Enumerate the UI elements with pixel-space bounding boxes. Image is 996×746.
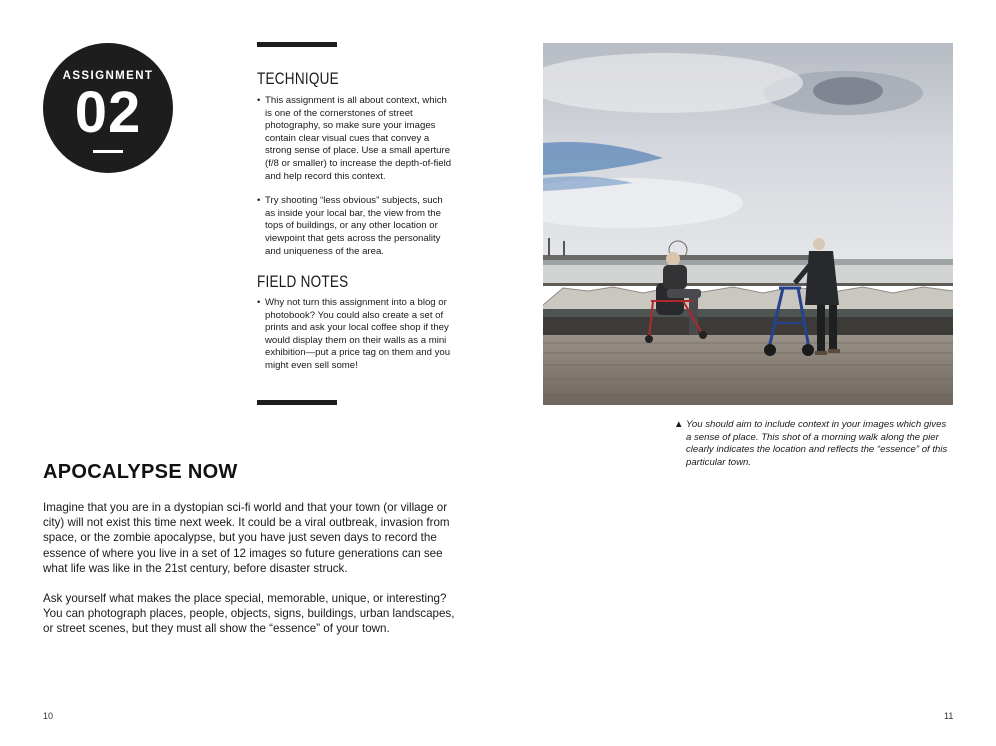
bullet-dot: • <box>257 195 261 207</box>
field-notes-bullet-1: Why not turn this assignment into a blog or photobook? You could also create a set of prints and ask your local coffee shop if they would display them on their walls as a mini exhibition—put a price tag on them and you might even sell some! <box>265 297 451 371</box>
page-number-right: 11 <box>944 711 954 721</box>
bottom-rule <box>257 400 337 405</box>
paragraph: Ask yourself what makes the place special, memorable, unique, or interesting? You can photograph places, people, objects, signs, buildings, urban landscapes, or street scenes, but they must all show the “essence” of your town. <box>43 592 455 636</box>
list-item <box>257 195 455 258</box>
technique-bullet-1: This assignment is all about context, which is one of the cornerstones of street photography, so make sure your images contain clear visual cues that convey a strong sense of place. Use a small aperture (f/8 or smaller) to increase the depth-of-field and help record this context. <box>265 95 452 182</box>
field-notes-heading: FIELD NOTES <box>257 273 349 291</box>
technique-list <box>257 95 455 270</box>
technique-bullet-2: Try shooting “less obvious” subjects, such as inside your local bar, the view from the tops of buildings, or any other location or viewpoint that gets across the personality and uniqueness of the area. <box>265 195 443 257</box>
paragraph: Imagine that you are in a dystopian sci-fi world and that your town (or village or city) will not exist this time next week. It could be a viral outbreak, invasion from space, or the zombie apocalypse, but you have just seven days to record the essence of where you live in a set of 12 images so future generations can see what life was like in the 21st century, before disaster struck. <box>43 501 450 575</box>
pier-photo <box>543 43 953 405</box>
list-item <box>257 95 455 183</box>
assignment-badge <box>43 43 173 173</box>
page-number-left: 10 <box>43 711 54 721</box>
caption-marker-icon: ▲ <box>674 419 684 430</box>
field-notes-list <box>257 297 455 385</box>
badge-dash <box>93 150 123 153</box>
photo-caption <box>674 419 954 469</box>
bullet-dot: • <box>257 297 261 308</box>
caption-text: You should aim to include context in your images which gives a sense of place. This shot of a morning walk along the pier clearly indicates the location and reflects the “essence” of this particular town. <box>686 419 948 468</box>
article-title: APOCALYPSE NOW <box>43 461 238 483</box>
article-paragraph-2 <box>43 591 455 637</box>
top-rule <box>257 42 337 47</box>
list-item <box>257 297 455 373</box>
technique-heading: TECHNIQUE <box>257 70 339 88</box>
pier-photo-illustration <box>543 43 953 405</box>
assignment-number: 02 <box>74 80 142 145</box>
assignment-kicker: ASSIGNMENT <box>62 70 154 82</box>
bullet-dot: • <box>257 95 261 106</box>
article-paragraph-1 <box>43 500 455 576</box>
